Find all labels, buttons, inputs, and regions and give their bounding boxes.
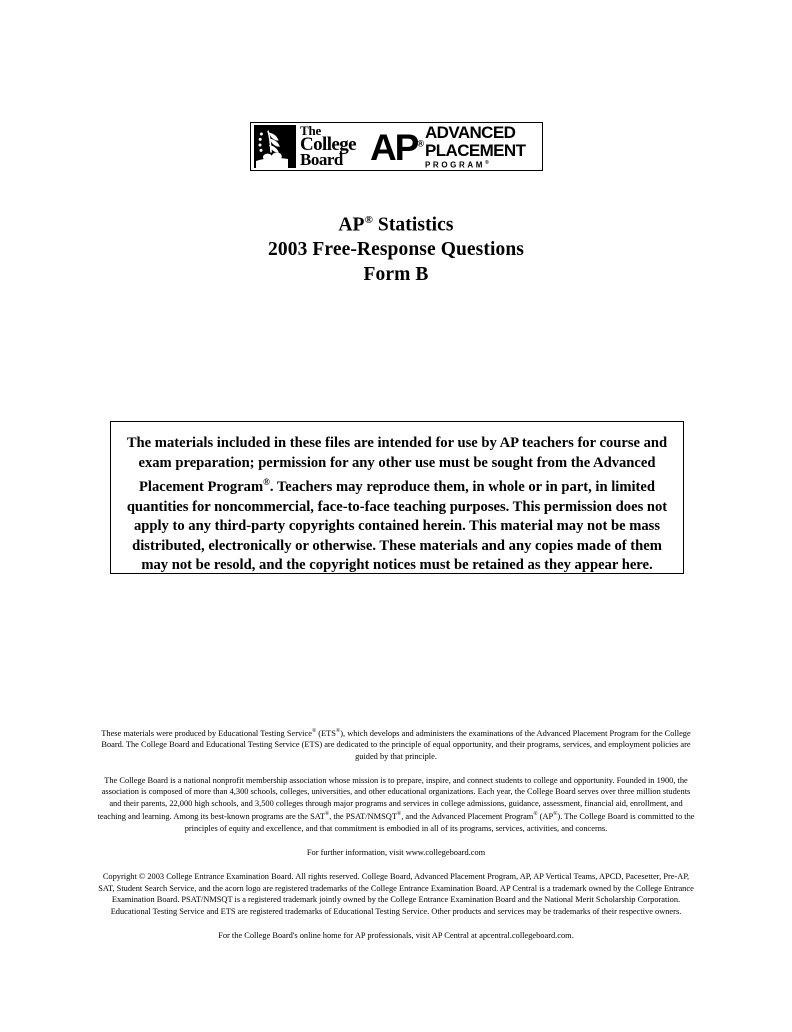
- ap-abbrev-registered-icon: ®: [553, 811, 558, 818]
- ap-mark-registered-icon: ®: [417, 138, 424, 149]
- ap-program-logo: [370, 123, 525, 170]
- sat-registered-icon: ®: [324, 811, 330, 818]
- cb-wordmark-the: The: [300, 123, 322, 139]
- footer-spacer-4: [96, 917, 696, 930]
- permissions-part-1: The materials included in these files are intended for use by AP teachers for course and exam preparation; permission for any other use must be sought from the Advanced Placement Program: [126, 435, 668, 496]
- cb-wordmark-college: College: [300, 134, 356, 156]
- ap-wordmark-placement: PLACEMENT: [425, 140, 526, 160]
- page-title: [0, 208, 792, 287]
- footer-ap-central-line: For the College Board's online home for AP professionals, visit AP Central at apcentral.collegeboard.com.: [218, 931, 574, 941]
- ap-mark: [370, 129, 424, 166]
- permissions-notice-text: [111, 422, 683, 576]
- psat-registered-icon: ®: [396, 811, 402, 818]
- logo-lockup: [250, 122, 543, 171]
- ap-wordmark-program: [425, 161, 525, 170]
- footer-spacer-1: [96, 763, 696, 775]
- footer-copyright-paragraph: Copyright © 2003 College Entrance Examination Board. All rights reserved. College Board, Advanced Placement Program, AP, AP Vertical Teams, APCD, Pacesetter, Pre-AP, SAT, Student Search Service, and the acorn logo are registered trademarks of the College Entrance Examination Board. AP Central is a trademark owned by the College Entrance Examination Board. PSAT/NMSQT is a registered trademark jointly owned by the College Entrance Examination Board and the National Merit Scholarship Corporation. Educational Testing Service and ETS are registered trademarks of Educational Testing Service. Other products and services may be trademarks of their respective owners.: [98, 871, 694, 916]
- title-registered-icon: ®: [364, 214, 373, 226]
- acorn-oak-leaf-emblem: [254, 125, 296, 168]
- ap-program-wordmark: [425, 124, 525, 170]
- footer-further-information: For further information, visit www.collegeboard.com: [306, 848, 486, 858]
- permissions-registered-icon: ®: [263, 477, 270, 488]
- title-line-subject: [0, 208, 792, 238]
- ets-registered-icon-2: ®: [335, 728, 341, 734]
- cb-wordmark-board: Board: [300, 149, 343, 169]
- mission-seg-5: ). The College Board is committed to the principles of equity and excellence, and that commitment is embodied in all of its programs, services, activities, and concerns.: [184, 812, 695, 833]
- footer-spacer-3: [96, 859, 696, 871]
- ap-wordmark-advanced: ADVANCED: [425, 122, 516, 142]
- ets-registered-icon-1: ®: [311, 728, 317, 734]
- ets-seg-1: These materials were produced by Educational Testing Service: [101, 728, 312, 738]
- mission-seg-4: (AP: [537, 812, 554, 822]
- mission-seg-2: , the PSAT/NMSQT: [329, 812, 397, 822]
- ets-seg-2: (ETS: [316, 728, 336, 738]
- title-subject-name: Statistics: [372, 214, 454, 236]
- ap-mark-letters: AP: [369, 127, 418, 168]
- app-registered-icon: ®: [533, 811, 538, 818]
- title-line-exam: 2003 Free-Response Questions: [268, 239, 524, 260]
- title-line-form: Form B: [363, 263, 429, 285]
- footer-spacer-2: [96, 834, 696, 847]
- mission-seg-3: , and the Advanced Placement Program: [401, 812, 534, 822]
- permissions-notice-box: [110, 421, 684, 574]
- footer-mission-paragraph: [96, 775, 696, 835]
- title-subject-ap: AP: [338, 214, 365, 236]
- ap-wordmark-registered-icon: ®: [484, 159, 489, 166]
- college-board-wordmark: [296, 125, 356, 167]
- footer-ets-paragraph: [96, 726, 696, 763]
- permissions-part-2: . Teachers may reproduce them, in whole or in part, in limited quantities for noncommercial, face-to-face teaching purposes. This permission does not apply to any third-party copyrights contained herein. This material may not be mass distributed, electronically or otherwise. These materials and any copies made of them may not be resold, and the copyright notices must be retained as they appear here.: [126, 479, 668, 574]
- footer-fine-print: [96, 726, 696, 942]
- college-board-logo: [251, 123, 356, 170]
- ap-wordmark-program-text: PROGRAM: [425, 160, 485, 170]
- mission-seg-1: The College Board is a national nonprofit membership association whose mission is to prepare, inspire, and connect students to college and opportunity. Founded in 1900, the association is composed of more than 4,300 schools, colleges, universities, and other educational organizations. Each year, the College Board serves over three million students and their parents, 22,000 high schools, and 3,500 colleges through major programs and services in college admissions, guidance, assessment, financial aid, enrollment, and teaching and learning. Among its best-known programs are the SAT: [97, 775, 691, 822]
- ets-seg-3: ), which develops and administers the examinations of the Advanced Placement Program for the College Board. The College Board and Educational Testing Service (ETS) are dedicated to the principle of equal opportunity, and their programs, services, and employment policies are guided by that principle.: [101, 728, 691, 761]
